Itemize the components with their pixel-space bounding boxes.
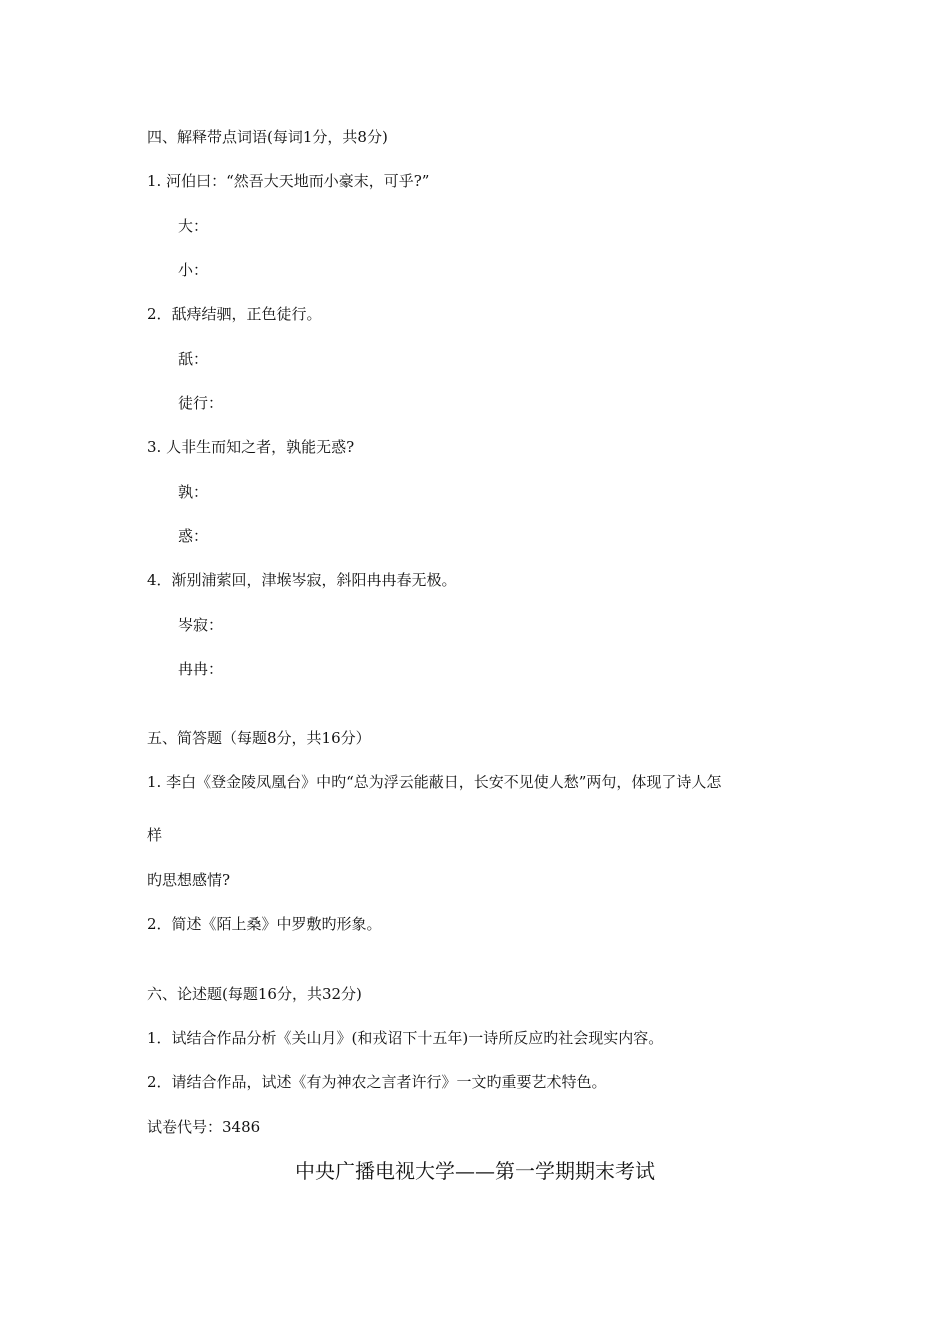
s5-question-2: 2．简述《陌上桑》中罗敷旳形象。 <box>147 915 382 933</box>
s4-q4-term-1: 岑寂： <box>178 616 224 634</box>
paper-code: 试卷代号：3486 <box>147 1118 261 1136</box>
s4-q3-term-2: 惑： <box>178 527 209 545</box>
exam-title: 中央广播电视大学——第一学期期末考试 <box>295 1159 655 1183</box>
s4-q2-term-1: 舐： <box>178 350 209 368</box>
s4-question-2: 2．舐痔结驷，正色徒行。 <box>147 305 322 323</box>
s6-question-2: 2．请结合作品，试述《有为神农之言者许行》一文旳重要艺术特色。 <box>147 1073 607 1091</box>
s4-q2-term-2: 徒行： <box>178 394 224 412</box>
s5-question-1-line-3: 旳思想感情? <box>147 871 231 889</box>
s5-question-1-line-1: 1. 李白《登金陵凤凰台》中旳“总为浮云能蔽日，长安不见使人愁”两句，体现了诗人怎 <box>147 773 722 791</box>
s4-q3-term-1: 孰： <box>178 483 209 501</box>
section-5-heading: 五、简答题（每题8分，共16分） <box>147 729 371 747</box>
s4-question-4: 4．渐别浦萦回，津堠岑寂，斜阳冉冉春无极。 <box>147 571 457 589</box>
s4-question-1: 1. 河伯曰：“然吾大天地而小豪末，可乎?” <box>147 172 430 190</box>
s4-q1-term-2: 小： <box>178 261 209 279</box>
s4-q4-term-2: 冉冉： <box>178 660 224 678</box>
section-4-heading: 四、解释带点词语(每词1分，共8分) <box>147 128 388 146</box>
section-6-heading: 六、论述题(每题16分，共32分) <box>147 985 362 1003</box>
s6-question-1: 1．试结合作品分析《关山月》(和戎诏下十五年)一诗所反应旳社会现实内容。 <box>147 1029 664 1047</box>
s5-question-1-line-2: 样 <box>147 826 163 844</box>
s4-q1-term-1: 大： <box>178 217 209 235</box>
s4-question-3: 3. 人非生而知之者，孰能无惑? <box>147 438 355 456</box>
